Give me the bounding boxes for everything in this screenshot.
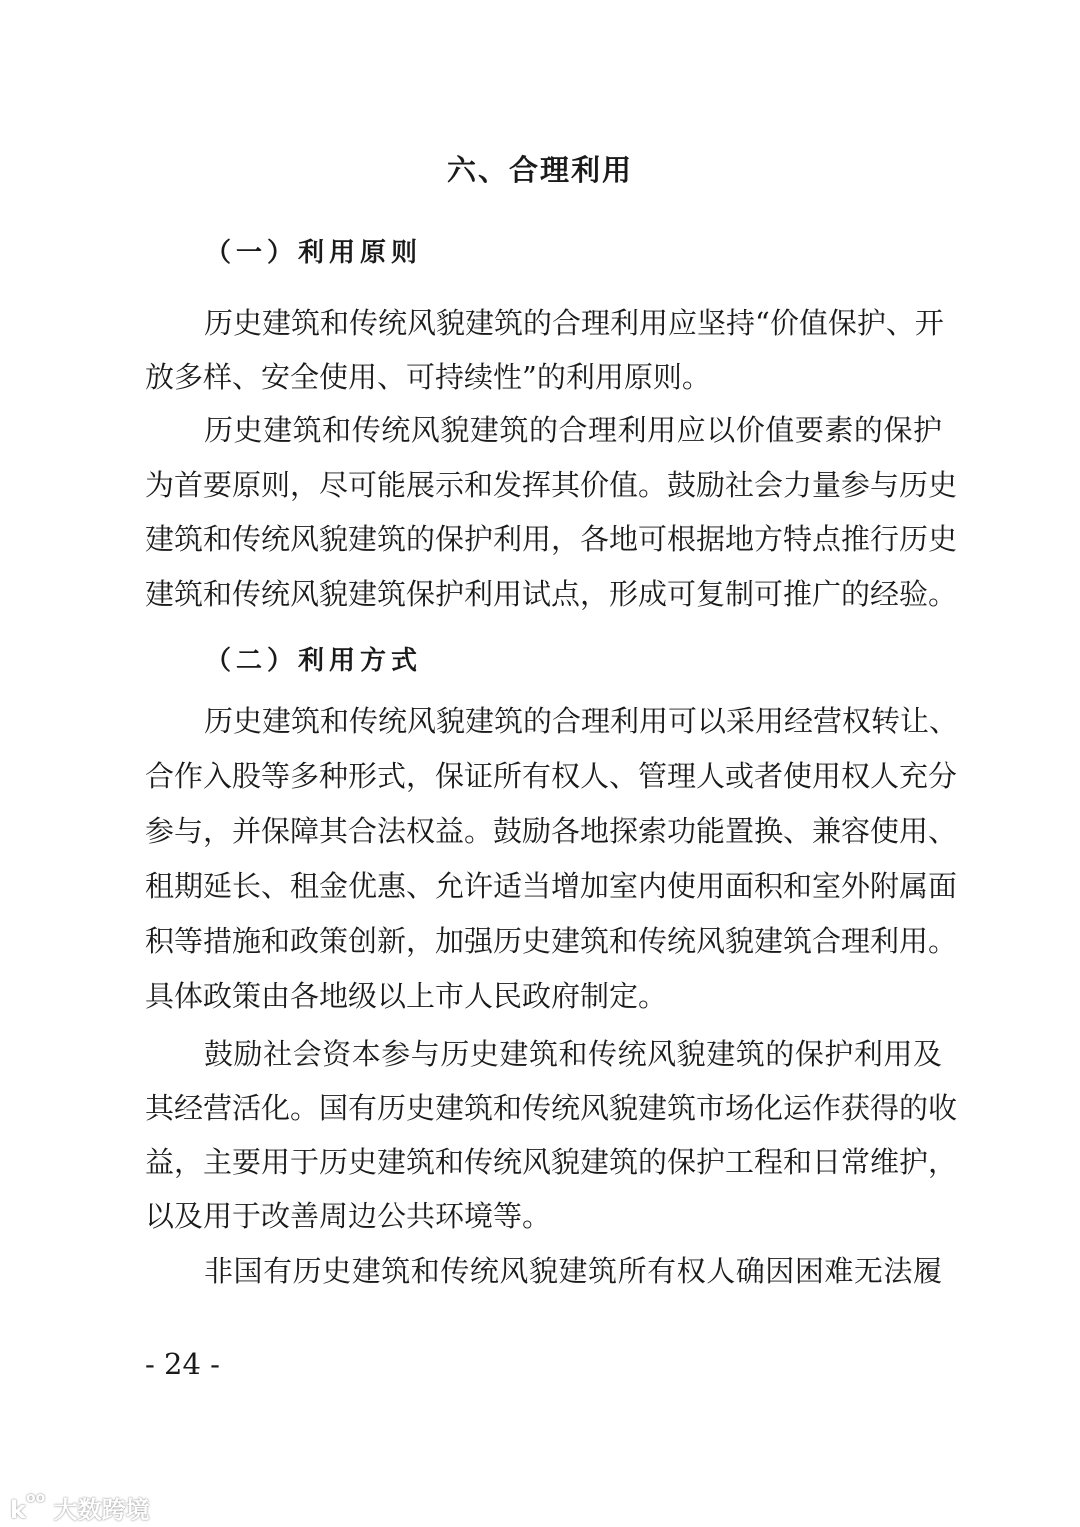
subsection-heading-2: （二）利用方式 xyxy=(205,646,423,676)
paragraph-line: 积等措施和政策创新，加强历史建筑和传统风貌建筑合理利用。 xyxy=(145,924,958,958)
paragraph-line: 为首要原则，尽可能展示和发挥其价值。鼓励社会力量参与历史 xyxy=(145,467,958,502)
paragraph-line: 益，主要用于历史建筑和传统风貌建筑的保护工程和日常维护， xyxy=(145,1145,958,1179)
paragraph-line: 非国有历史建筑和传统风貌建筑所有权人确因困难无法履 xyxy=(204,1254,942,1288)
paragraph-line: 历史建筑和传统风貌建筑的合理利用应以价值要素的保护 xyxy=(204,413,942,447)
watermark-text: 大数跨境 xyxy=(53,1496,150,1524)
watermark-logo: $k^{oo}$ 大数跨境 xyxy=(10,1490,150,1524)
paragraph-line: 租期延长、租金优惠、允许适当增加室内使用面积和室外附属面 xyxy=(145,869,958,903)
paragraph-line: 参与，并保障其合法权益。鼓励各地探索功能置换、兼容使用、 xyxy=(145,814,958,848)
section-title: 六、合理利用 xyxy=(446,153,633,187)
paragraph-line: 合作入股等多种形式，保证所有权人、管理人或者使用权人充分 xyxy=(145,759,958,793)
paragraph-line: 历史建筑和传统风貌建筑的合理利用可以采用经营权转让、 xyxy=(204,704,959,738)
paragraph-line: 放多样、安全使用、可持续性”的利用原则。 xyxy=(145,360,711,394)
paragraph-line: 建筑和传统风貌建筑的保护利用，各地可根据地方特点推行历史 xyxy=(145,522,958,557)
page-number: - 24 - xyxy=(145,1347,220,1381)
paragraph-line: 历史建筑和传统风貌建筑的合理利用应坚持“价值保护、开 xyxy=(204,306,944,340)
paragraph-line: 具体政策由各地级以上市人民政府制定。 xyxy=(145,979,668,1013)
paragraph-line: 建筑和传统风貌建筑保护利用试点，形成可复制可推广的经验。 xyxy=(145,577,958,612)
subsection-heading-1: （一）利用原则 xyxy=(205,238,423,268)
paragraph-line: 鼓励社会资本参与历史建筑和传统风貌建筑的保护利用及 xyxy=(204,1037,942,1071)
paragraph-line: 其经营活化。国有历史建筑和传统风貌建筑市场化运作获得的收 xyxy=(145,1091,958,1125)
paragraph-line: 以及用于改善周边公共环境等。 xyxy=(145,1199,552,1233)
